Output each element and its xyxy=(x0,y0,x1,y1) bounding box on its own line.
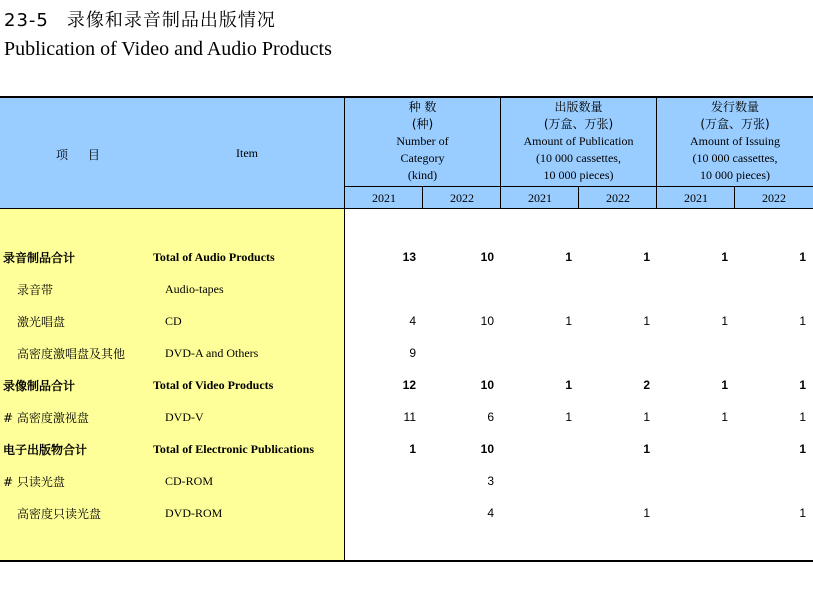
row-value: 1 xyxy=(643,506,650,520)
table-bottom-border xyxy=(0,560,813,562)
row-value: 10 xyxy=(480,314,494,328)
row-value: 2 xyxy=(643,378,650,392)
row-value: 1 xyxy=(799,506,806,520)
row-value: 1 xyxy=(721,314,728,328)
table-row xyxy=(0,505,813,525)
row-label-zh: 激光唱盘 xyxy=(17,315,66,329)
row-label-zh: # 只读光盘 xyxy=(3,475,65,489)
row-label-en: DVD-V xyxy=(165,410,204,424)
row-label-zh: 录音带 xyxy=(17,283,54,297)
year-row-line xyxy=(344,186,813,187)
table-row xyxy=(0,281,813,301)
row-value: 1 xyxy=(565,314,572,328)
row-label-en: Total of Electronic Publications xyxy=(153,442,315,456)
item-header-en: Item xyxy=(236,146,258,160)
table-row xyxy=(0,441,813,461)
row-value: 1 xyxy=(721,410,728,424)
item-header-zh: 项 目 xyxy=(56,148,108,162)
row-value: 13 xyxy=(402,250,416,264)
row-label-zh: 录音制品合计 xyxy=(3,251,76,265)
row-value: 11 xyxy=(403,410,416,424)
row-value: 1 xyxy=(643,250,650,264)
row-value: 12 xyxy=(402,378,416,392)
row-value: 1 xyxy=(721,378,728,392)
row-label-en: DVD-ROM xyxy=(165,506,223,520)
row-label-en: Audio-tapes xyxy=(165,282,224,296)
table-row xyxy=(0,313,813,333)
row-value: 10 xyxy=(480,442,494,456)
year-header: 2021 xyxy=(684,191,708,205)
year-header: 2022 xyxy=(450,191,474,205)
year-header: 2022 xyxy=(762,191,786,205)
issuing-header: 发行数量 (万盒、万张) Amount of Issuing (10 000 cassettes, 10 000 pieces) xyxy=(690,100,780,182)
row-label-zh: 录像制品合计 xyxy=(3,379,76,393)
year-header: 2021 xyxy=(528,191,552,205)
table-title-en: Publication of Video and Audio Products xyxy=(4,38,332,60)
row-value: 1 xyxy=(565,250,572,264)
row-label-en: DVD-A and Others xyxy=(165,346,259,360)
row-value: 1 xyxy=(643,314,650,328)
row-label-en: Total of Video Products xyxy=(153,378,274,392)
row-value: 1 xyxy=(565,410,572,424)
row-value: 1 xyxy=(643,442,650,456)
row-label-zh: 电子出版物合计 xyxy=(3,443,88,457)
row-value: 1 xyxy=(799,410,806,424)
row-value: 4 xyxy=(487,506,494,520)
row-label-zh: 高密度只读光盘 xyxy=(17,507,102,521)
table-row xyxy=(0,473,813,493)
year-header: 2021 xyxy=(372,191,396,205)
row-value: 10 xyxy=(480,378,494,392)
row-value: 6 xyxy=(487,410,494,424)
row-value: 1 xyxy=(721,250,728,264)
row-value: 1 xyxy=(409,442,416,456)
table-row xyxy=(0,377,813,397)
table-row xyxy=(0,249,813,269)
row-value: 4 xyxy=(409,314,416,328)
row-label-en: Total of Audio Products xyxy=(153,250,275,264)
row-label-en: CD xyxy=(165,314,182,328)
table-title-zh xyxy=(4,6,276,32)
row-label-zh: # 高密度激视盘 xyxy=(3,411,89,425)
row-value: 1 xyxy=(565,378,572,392)
row-value: 1 xyxy=(799,378,806,392)
row-value: 10 xyxy=(480,250,494,264)
row-value: 3 xyxy=(487,474,494,488)
category-header: 种 数 (种) Number of Category (kind) xyxy=(396,100,449,182)
table-row xyxy=(0,409,813,429)
year-header: 2022 xyxy=(606,191,630,205)
title-zh-text: 录像和录音制品出版情况 xyxy=(66,10,276,31)
row-value: 1 xyxy=(799,250,806,264)
row-value: 1 xyxy=(643,410,650,424)
row-value: 9 xyxy=(409,346,416,360)
row-value: 1 xyxy=(799,442,806,456)
table-number: 23-5 xyxy=(4,10,49,31)
row-label-en: CD-ROM xyxy=(165,474,214,488)
row-label-zh: 高密度激唱盘及其他 xyxy=(17,347,126,361)
row-value: 1 xyxy=(799,314,806,328)
table-row xyxy=(0,345,813,365)
publication-header: 出版数量 (万盒、万张) Amount of Publication (10 000 cassettes, 10 000 pieces) xyxy=(523,100,634,182)
